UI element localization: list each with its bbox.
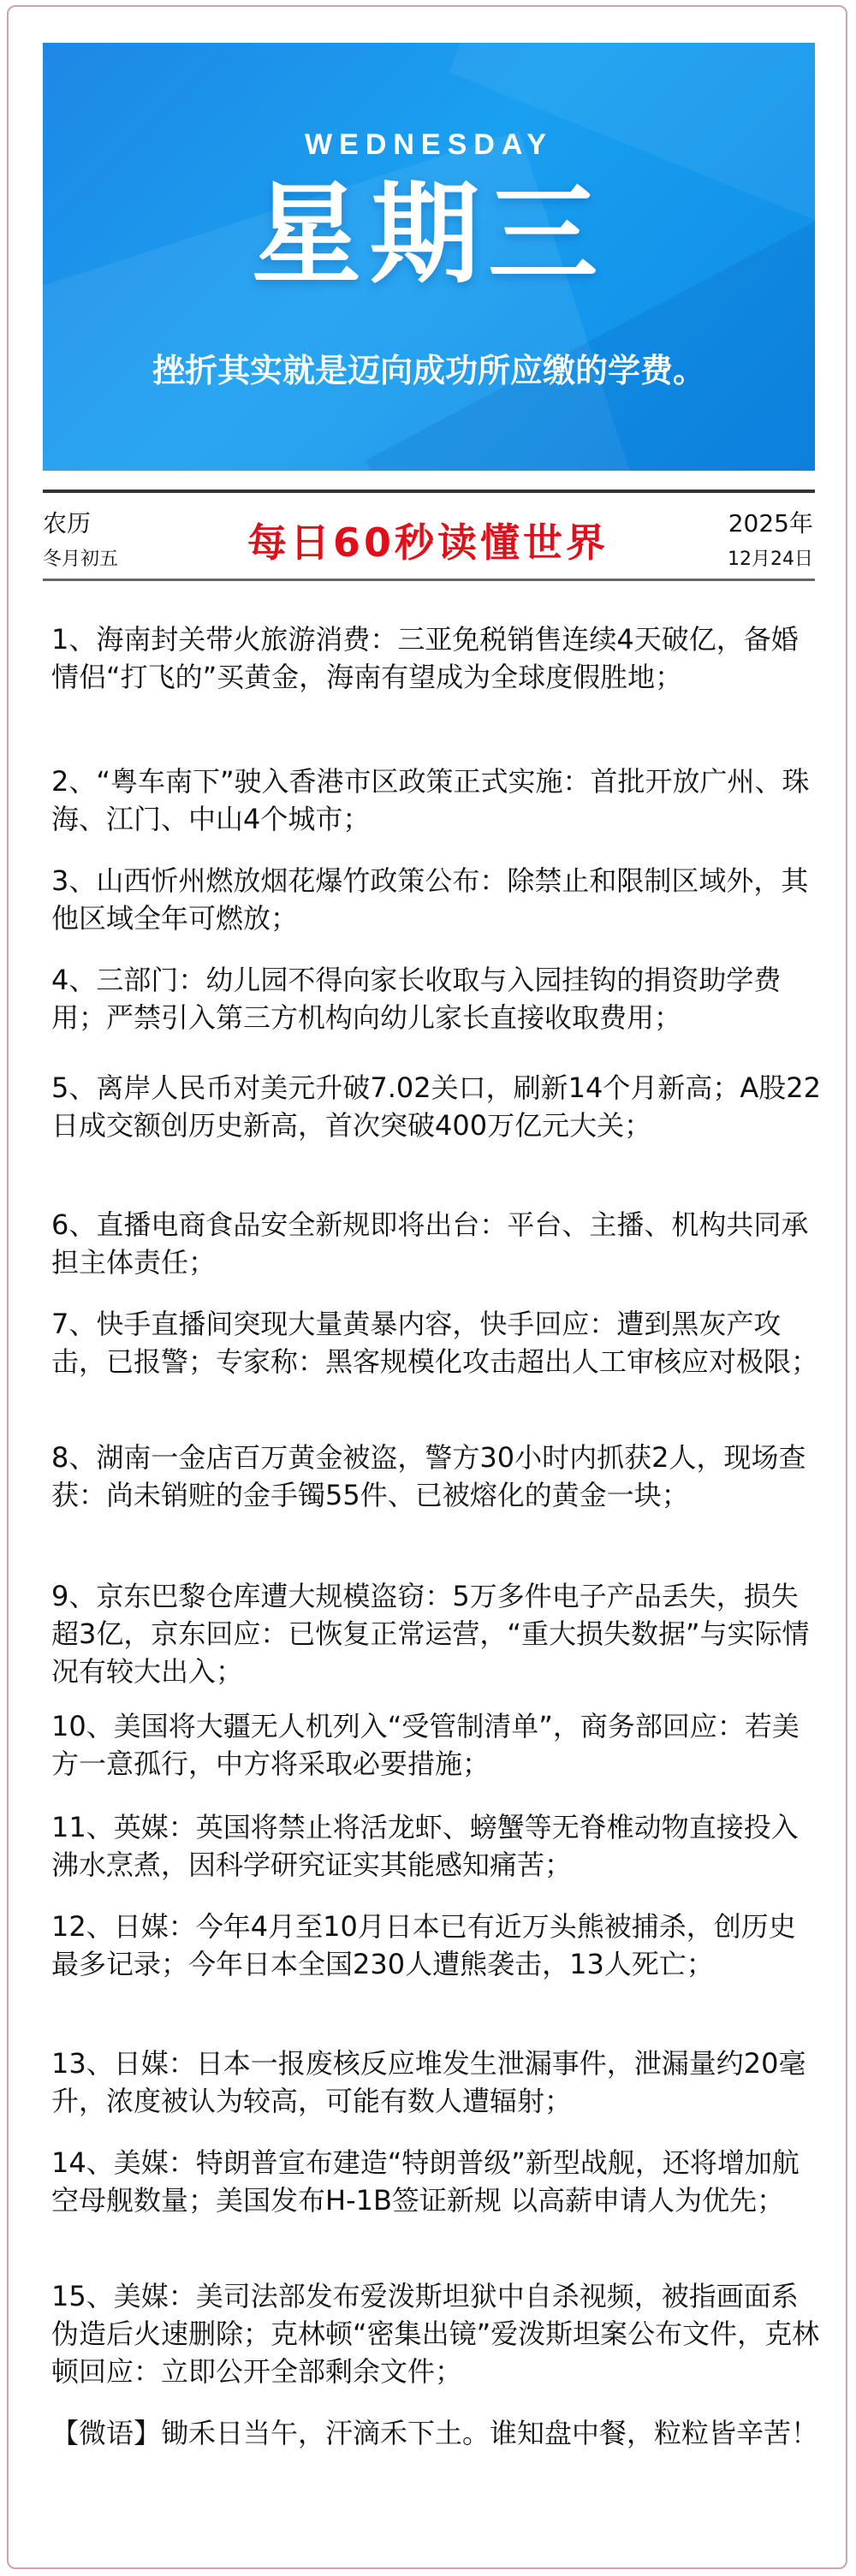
header-banner [43,43,815,471]
daily-motto: 挫折其实就是迈向成功所应缴的学费。 [152,352,705,389]
daily-quote: 【微语】锄禾日当午，汗滴禾下土。谁知盘中餐，粒粒皆辛苦！ [51,2417,819,2449]
news-item: 11、英媒：英国将禁止将活龙虾、螃蟹等无脊椎动物直接投入沸水烹煮，因科学研究证实其能感知痛苦； [51,1811,799,1881]
lunar-date: 冬月初五 [43,549,119,570]
news-item: 7、快手直播间突现大量黄暴内容，快手回应：遭到黑灰产攻击，已报警；专家称：黑客规模化攻击超出人工审核应对极限； [51,1308,819,1378]
date-label: 12月24日 [728,549,813,570]
year-label: 2025年 [728,509,813,537]
news-item: 15、美媒：美司法部发布爱泼斯坦狱中自杀视频，被指画面系伪造后火速删除；克林顿“密集出镜”爱泼斯坦案公布文件，克林顿回应：立即公开全部剩余文件； [51,2280,820,2388]
news-item: 5、离岸人民币对美元升破7.02关口，刷新14个月新高；A股22日成交额创历史新高，首次突破400万亿元大关； [51,1071,821,1142]
news-item: 2、“粤车南下”驶入香港市区政策正式实施：首批开放广州、珠海、江门、中山4个城市； [51,765,810,835]
news-item: 8、湖南一金店百万黄金被盗，警方30小时内抓获2人，现场查获：尚未销赃的金手镯55件、已被熔化的黄金一块； [51,1441,806,1511]
news-item: 14、美媒：特朗普宣布建造“特朗普级”新型战舰，还将增加航空母舰数量；美国发布H-1B签证新规 以高薪申请人为优先； [51,2146,800,2217]
divider [43,490,815,493]
news-item: 10、美国将大疆无人机列入“受管制清单”，商务部回应：若美方一意孤行，中方将采取必要措施； [51,1710,800,1780]
news-item: 12、日媒：今年4月至10月日本已有近万头熊被捕杀，创历史最多记录；今年日本全国230人遭熊袭击，13人死亡； [51,1910,796,1980]
news-item: 6、直播电商食品安全新规即将出台：平台、主播、机构共同承担主体责任； [51,1208,809,1279]
lunar-label: 农历 [43,509,92,537]
weekday-english: WEDNESDAY [305,128,553,161]
page-title: 每日60秒读懂世界 [247,519,609,566]
news-item: 9、京东巴黎仓库遭大规模盗窃：5万多件电子产品丢失，损失超3亿，京东回应：已恢复正常运营，“重大损失数据”与实际情况有较大出入； [51,1580,810,1688]
weekday-chinese: 星期三 [251,171,606,299]
news-item: 1、海南封关带火旅游消费：三亚免税销售连续4天破亿，备婚情侣“打飞的”买黄金，海南有望成为全球度假胜地； [51,623,799,693]
news-item: 13、日媒：日本一报废核反应堆发生泄漏事件，泄漏量约20毫升，浓度被认为较高，可能有数人遭辐射； [51,2047,806,2117]
news-item: 3、山西忻州燃放烟花爆竹政策公布：除禁止和限制区域外，其他区域全年可燃放； [51,864,809,935]
news-item: 4、三部门：幼儿园不得向家长收取与入园挂钩的捐资助学费用；严禁引入第三方机构向幼儿家长直接收取费用； [51,964,782,1034]
divider [43,579,815,581]
